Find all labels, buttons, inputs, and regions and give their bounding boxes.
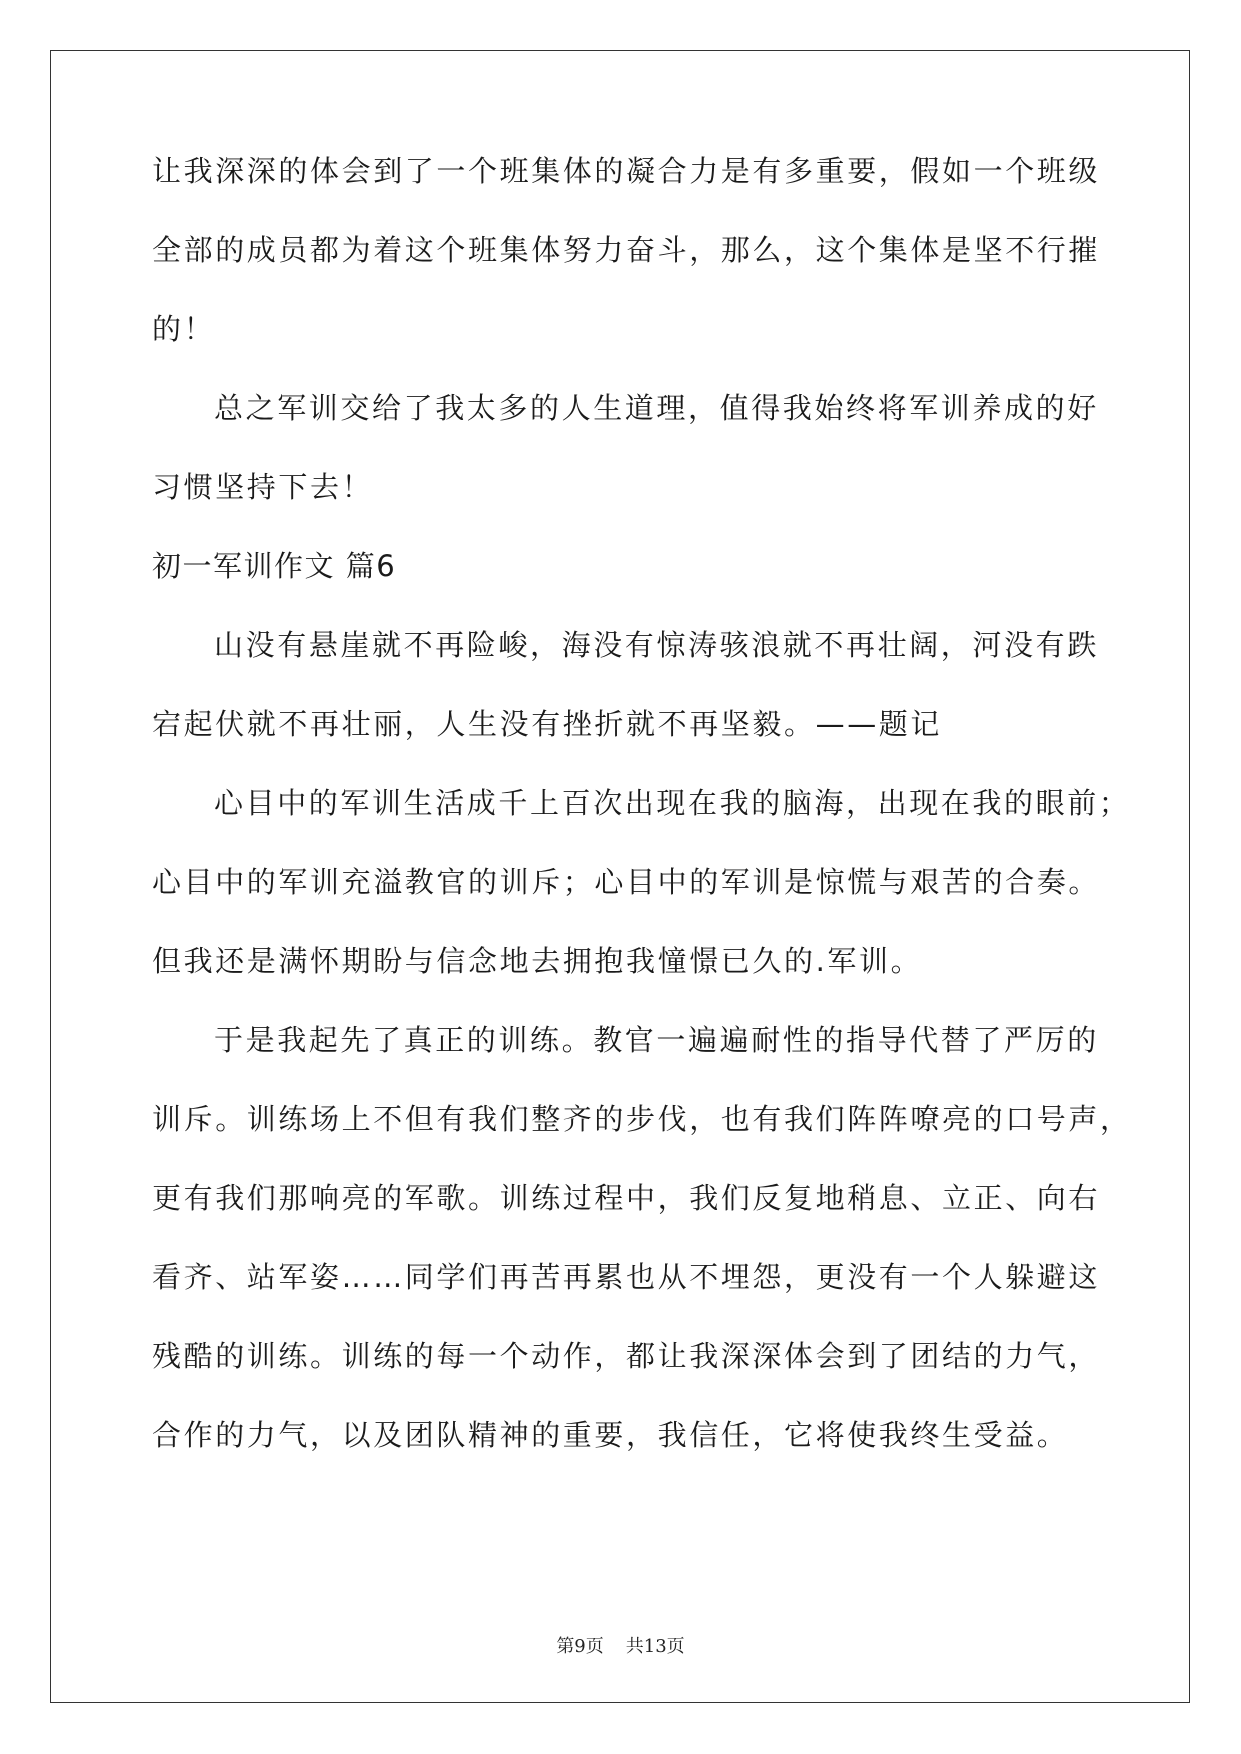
paragraph-line: 习惯坚持下去！ [152, 470, 374, 504]
paragraph-line: 残酷的训练。训练的每一个动作，都让我深深体会到了团结的力气， [152, 1339, 1101, 1373]
paragraph-line: 宕起伏就不再壮丽，人生没有挫折就不再坚毅。——题记 [152, 707, 943, 741]
paragraph-line: 看齐、站军姿……同学们再苦再累也从不埋怨，更没有一个人躲避这 [152, 1260, 1101, 1294]
paragraph-line: 更有我们那响亮的军歌。训练过程中，我们反复地稍息、立正、向右 [152, 1181, 1101, 1215]
page-total: 共13页 [625, 1636, 685, 1657]
page-number: 第9页 [556, 1636, 604, 1657]
paragraph-line: 于是我起先了真正的训练。教官一遍遍耐性的指导代替了严厉的 [214, 1023, 1099, 1057]
paragraph-line: 山没有悬崖就不再险峻，海没有惊涛骇浪就不再壮阔，河没有跌 [214, 628, 1099, 662]
page-footer [0, 1632, 1241, 1658]
paragraph-line: 心目中的军训充溢教官的训斥；心目中的军训是惊慌与艰苦的合奏。 [152, 865, 1101, 899]
paragraph-line: 让我深深的体会到了一个班集体的凝合力是有多重要，假如一个班级 [152, 154, 1101, 188]
paragraph-line: 总之军训交给了我太多的人生道理，值得我始终将军训养成的好 [214, 391, 1099, 425]
paragraph-line: 训斥。训练场上不但有我们整齐的步伐，也有我们阵阵嘹亮的口号声， [152, 1102, 1132, 1136]
paragraph-line: 心目中的军训生活成千上百次出现在我的脑海，出现在我的眼前； [214, 786, 1131, 820]
paragraph-line: 合作的力气，以及团队精神的重要，我信任，它将使我终生受益。 [152, 1418, 1069, 1452]
paragraph-line: 全部的成员都为着这个班集体努力奋斗，那么，这个集体是坚不行摧 [152, 233, 1101, 267]
paragraph-line: 的！ [152, 312, 216, 346]
paragraph-line: 但我还是满怀期盼与信念地去拥抱我憧憬已久的.军训。 [152, 944, 923, 978]
section-heading: 初一军训作文 篇6 [152, 549, 397, 583]
